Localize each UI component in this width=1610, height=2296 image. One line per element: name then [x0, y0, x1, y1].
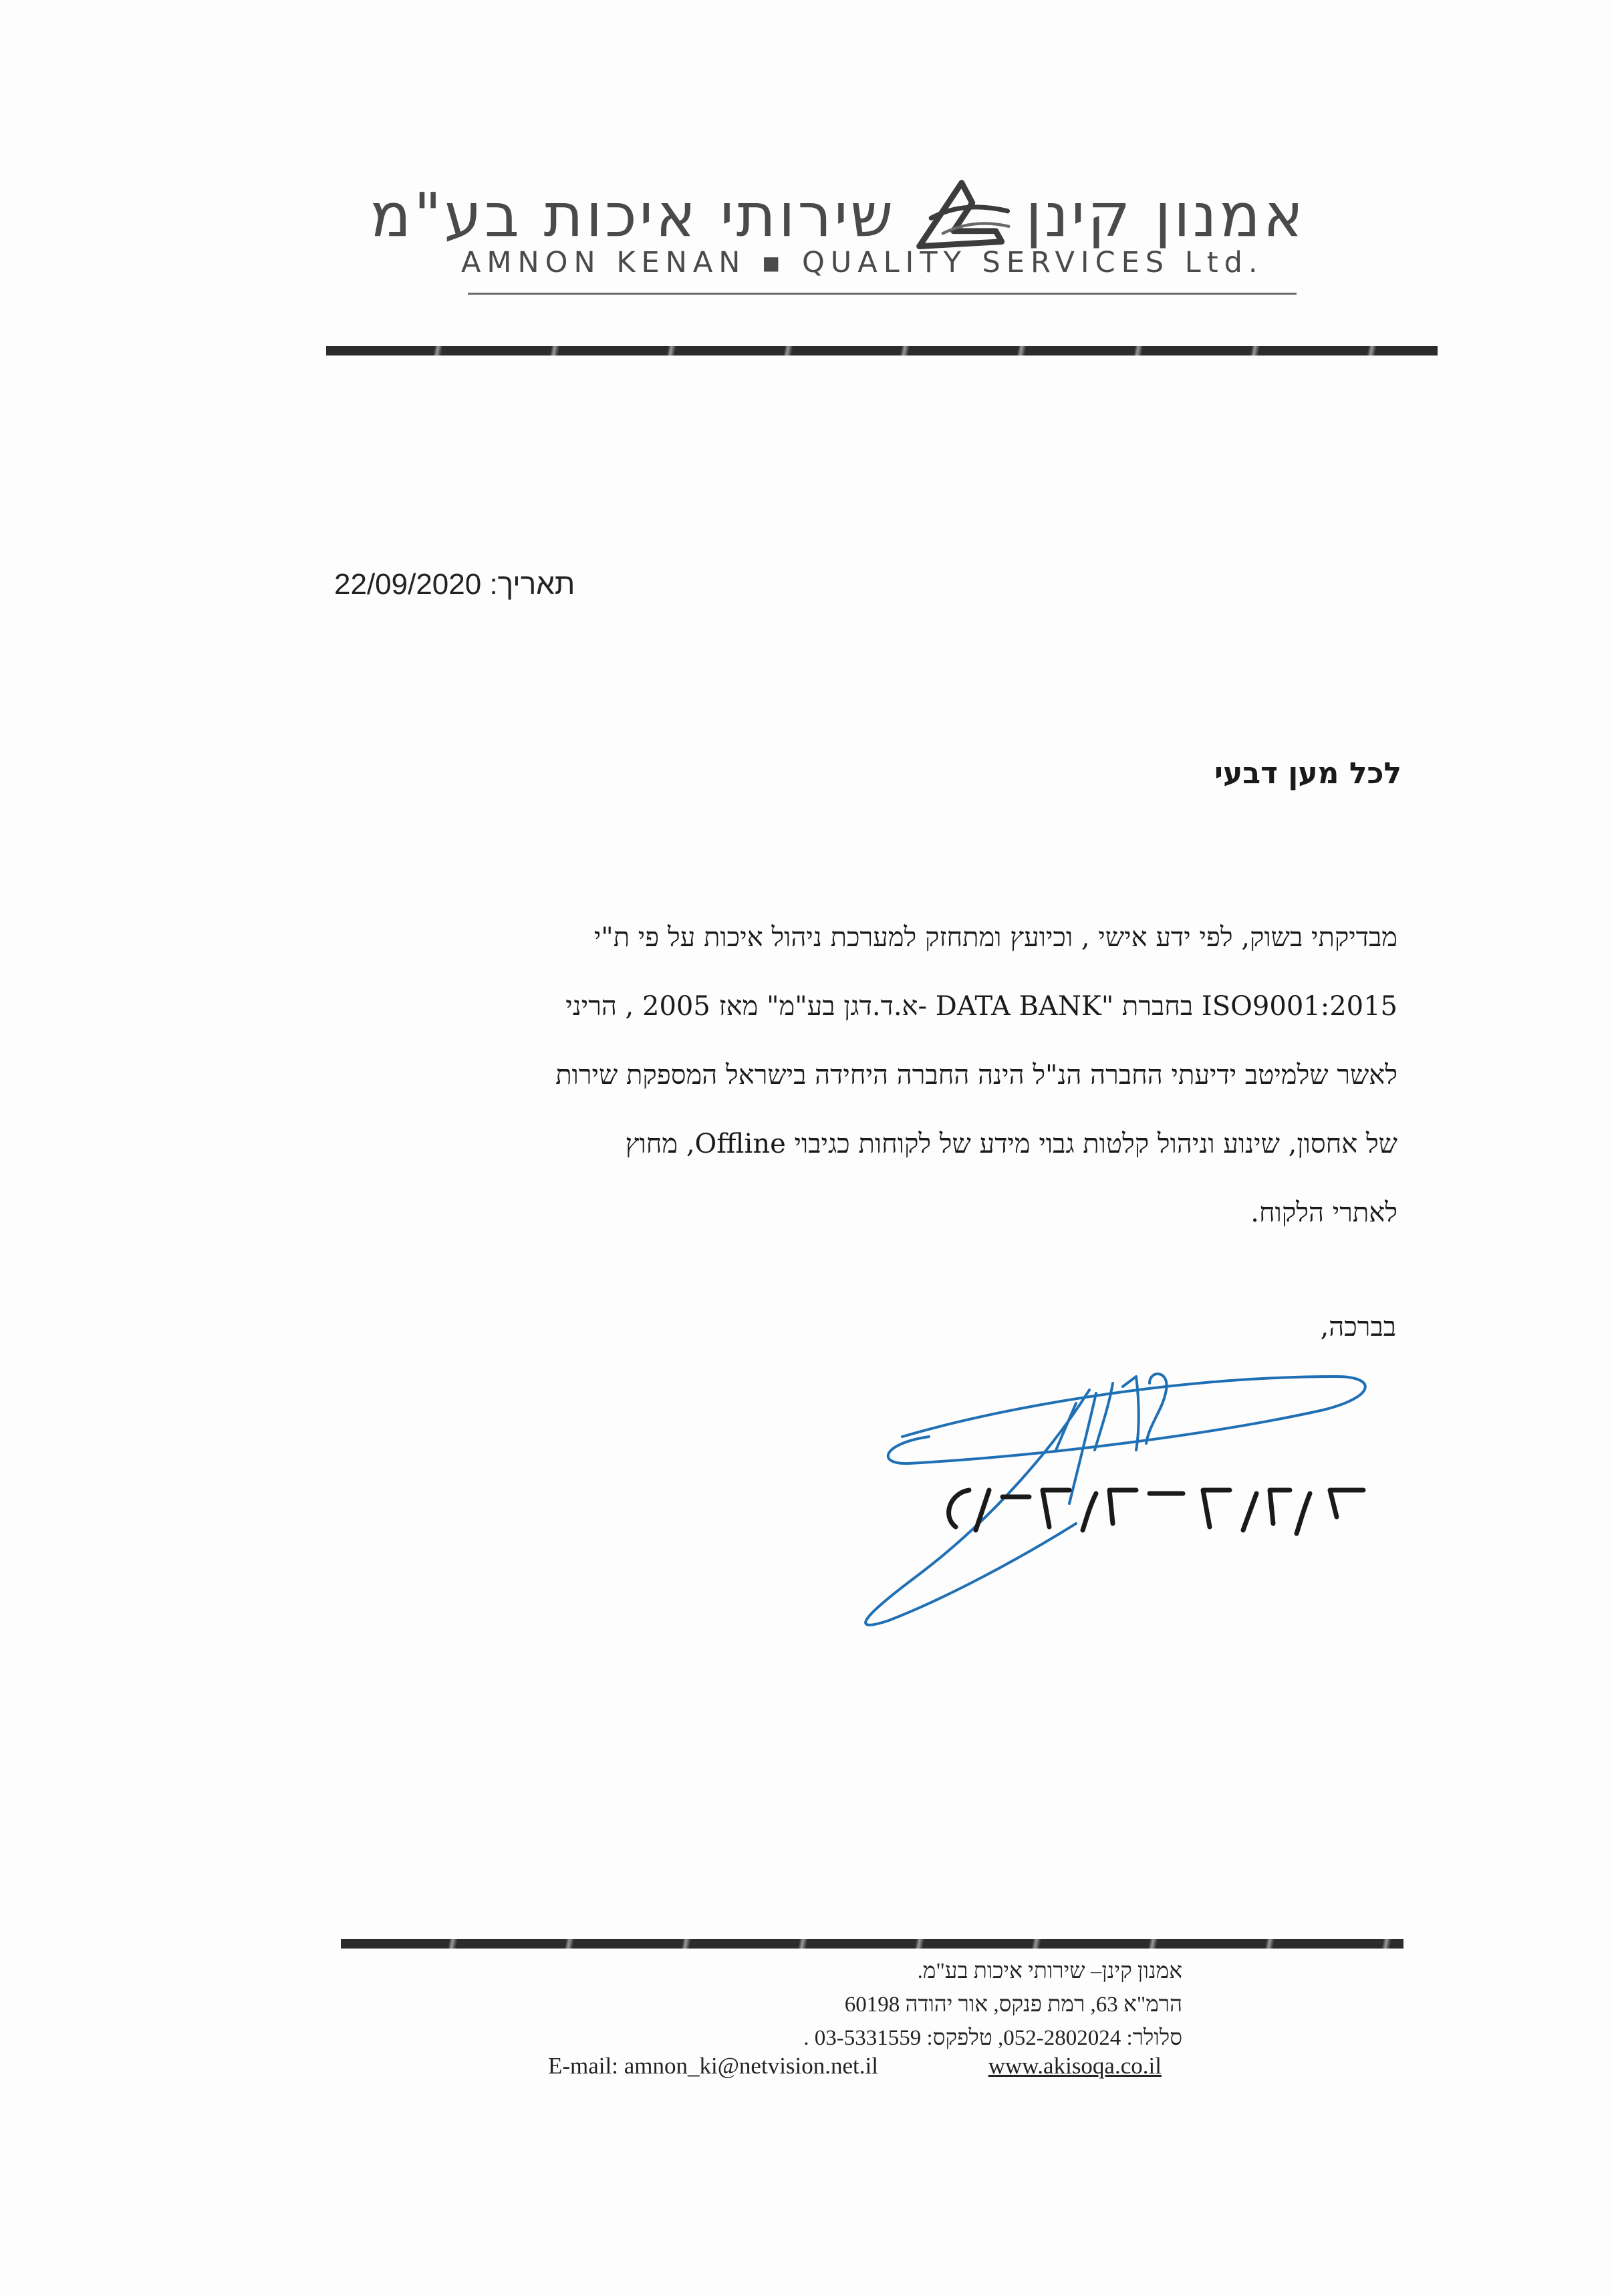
- letter-body: [301, 903, 1397, 1248]
- closing: בברכה,: [1320, 1312, 1396, 1342]
- body-line: ISO9001:2015 בחברת "DATA BANK -א.ד.דגן בע"מ" מאז 2005 , הריני: [565, 991, 1397, 1022]
- footer-divider: [341, 1939, 1403, 1949]
- header-divider: [326, 346, 1438, 355]
- footer-email[interactable]: E-mail: amnon_ki@netvision.net.il: [548, 2053, 878, 2079]
- body-line: לאשר שלמיטב ידיעתי החברה הנ"ל הינה החברה היחידה בישראל המספקת שירות: [555, 1060, 1397, 1091]
- footer-contact-line: [548, 2053, 1297, 2088]
- greeting: לכל מען דבעי: [1214, 756, 1401, 791]
- footer-website-link[interactable]: www.akisoqa.co.il: [988, 2053, 1162, 2079]
- handwritten-signature: [775, 1363, 1417, 1651]
- logo-underline: [468, 293, 1297, 295]
- date-row: [334, 568, 615, 608]
- date-label: תאריך:: [489, 568, 575, 601]
- company-name-english: AMNON KENAN ▪ QUALITY SERVICES Ltd.: [461, 246, 1264, 279]
- date-value: 22/09/2020: [334, 568, 482, 601]
- body-line: של אחסון, שינוע וניהול קלטות גבוי מידע של לקוחות כגיבוי Offline, מחוץ: [625, 1129, 1397, 1159]
- body-line: לאתרי הלקוח.: [1250, 1197, 1397, 1228]
- company-name-he-part2: שירותי איכות בע"מ: [370, 180, 896, 251]
- footer-company-line: אמנון קינן– שירותי איכות בע"מ.: [917, 1959, 1182, 1983]
- company-name-he-part1: אמנון קינן: [1025, 180, 1306, 251]
- footer-phone-line: סלולר: 052-2802024, טלפקס: 03-5331559 .: [803, 2026, 1182, 2050]
- body-line: מבדיקתי בשוק, לפי ידע אישי , וכיועץ ומתחזק למערכת ניהול איכות על פי ת"י: [593, 922, 1397, 953]
- footer-address-block: [380, 1955, 1182, 2055]
- footer-address-line: הרמ"א 63, רמת פנקס, אור יהודה 60198: [844, 1993, 1182, 2017]
